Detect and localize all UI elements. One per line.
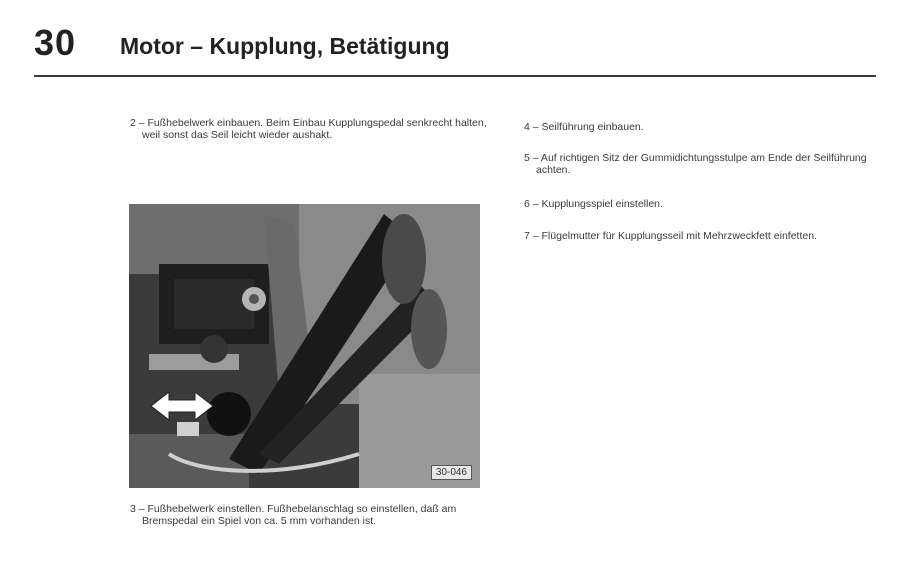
step-4: 4 – Seilführung einbauen. [524,121,644,133]
step-5: 5 – Auf richtigen Sitz der Gummidichtungsstulpe am Ende der Seilführung achten. [524,152,867,177]
page-title: Motor – Kupplung, Betätigung [120,33,450,59]
header-rule [34,75,876,77]
step-6: 6 – Kupplungsspiel einstellen. [524,198,663,210]
pedal-assembly-photo [129,204,480,488]
chapter-number: 30 [34,22,77,63]
step-3: 3 – Fußhebelwerk einstellen. Fußhebelanschlag so einstellen, daß am Bremspedal ein Spiel von ca. 5 mm vorhanden ist. [130,503,457,528]
step-7: 7 – Flügelmutter für Kupplungsseil mit Mehrzweckfett einfetten. [524,230,817,242]
pedal-photo-drawing [129,204,480,488]
figure-label: 30-046 [431,465,472,480]
step-2: 2 – Fußhebelwerk einbauen. Beim Einbau Kupplungspedal senkrecht halten, weil sonst das Seil leicht wieder aushakt. [130,117,487,142]
page-header [34,22,876,78]
